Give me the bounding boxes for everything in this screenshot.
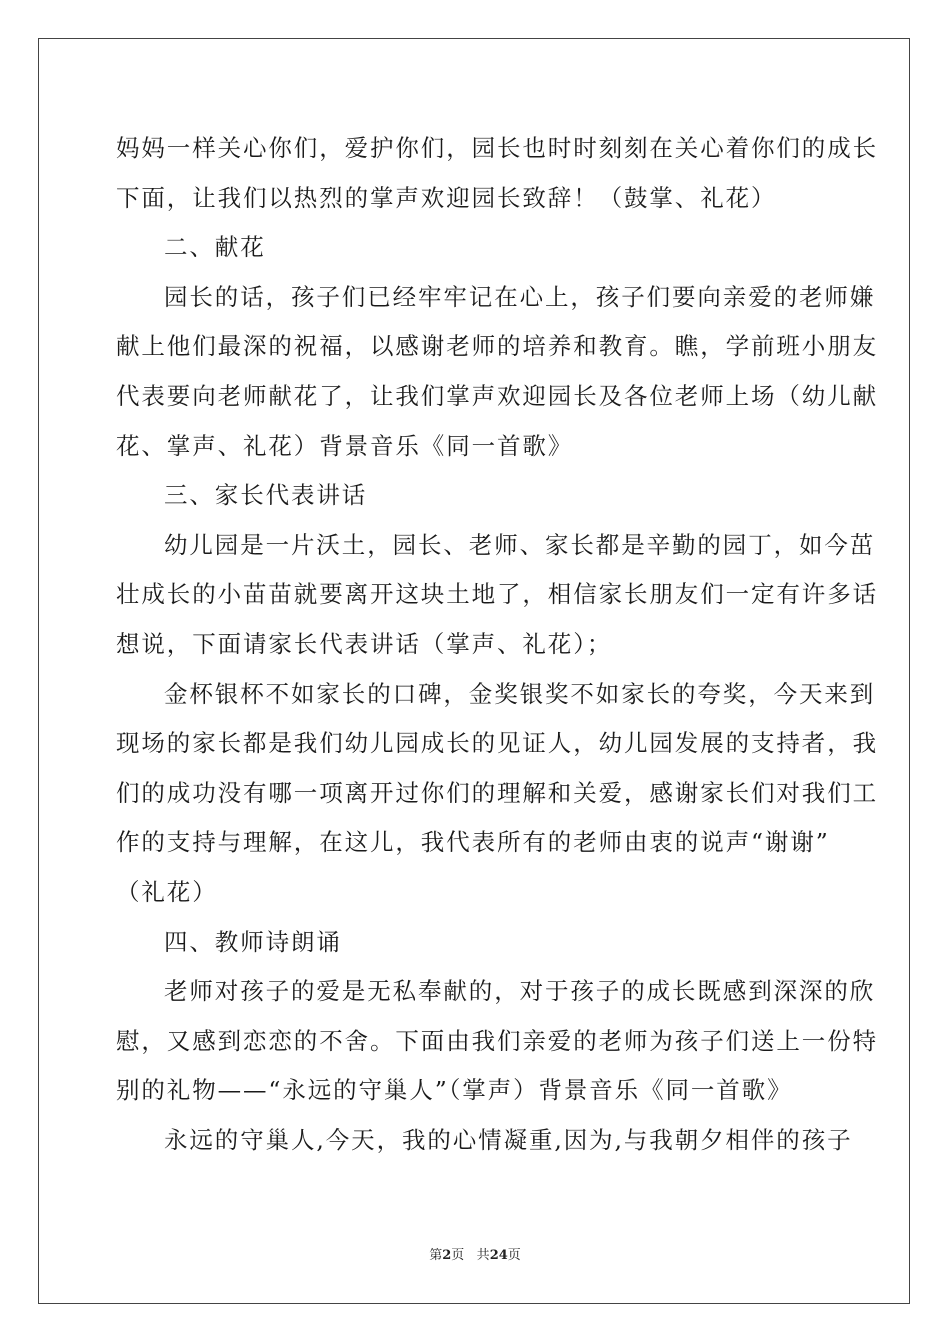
page-footer [0,1244,950,1263]
text-line: 幼儿园是一片沃土，园长、老师、家长都是辛勤的园丁，如今茁 [164,530,876,559]
text-line: 壮成长的小苗苗就要离开这块土地了，相信家长朋友们一定有许多话 [116,580,878,609]
text-line: 二、献花 [164,233,266,262]
footer-page-number: 2 [442,1248,452,1263]
footer-total-suffix: 页 [507,1248,521,1263]
footer-page-prefix: 第 [429,1248,443,1263]
text-line: （礼花） [116,877,218,906]
text-line: 想说，下面请家长代表讲话（掌声、礼花）； [116,629,613,658]
text-line: 老师对孩子的爱是无私奉献的，对于孩子的成长既感到深深的欣 [164,977,876,1006]
text-line: 金杯银杯不如家长的口碑，金奖银奖不如家长的夸奖，今天来到 [164,679,876,708]
text-line: 永远的守巢人,今天，我的心情凝重,因为,与我朝夕相伴的孩子 [164,1125,853,1154]
footer-page-suffix: 页 [451,1248,465,1263]
document-body [116,124,878,1165]
footer-total-prefix: 共 [476,1248,490,1263]
text-line: 妈妈一样关心你们，爱护你们，园长也时时刻刻在关心着你们的成长 [116,134,878,162]
text-line: 献上他们最深的祝福，以感谢老师的培养和教育。瞧，学前班小朋友 [116,332,878,361]
text-line: 现场的家长都是我们幼儿园成长的见证人，幼儿园发展的支持者，我 [116,729,878,758]
text-line: 别的礼物——“永远的守巢人”（掌声）背景音乐《同一首歌》 [116,1076,793,1105]
text-line: 们的成功没有哪一项离开过你们的理解和关爱，感谢家长们对我们工 [116,778,878,807]
text-line: 代表要向老师献花了，让我们掌声欢迎园长及各位老师上场（幼儿献 [116,381,878,410]
text-line: 作的支持与理解，在这儿，我代表所有的老师由衷的说声“谢谢” [116,828,830,857]
text-line: 三、家长代表讲话 [164,481,368,510]
footer-total-pages: 24 [489,1248,508,1263]
text-line: 四、教师诗朗诵 [164,927,342,956]
text-line: 慰，又感到恋恋的不舍。下面由我们亲爱的老师为孩子们送上一份特 [116,1026,878,1055]
text-line: 下面，让我们以热烈的掌声欢迎园长致辞！（鼓掌、礼花） [116,183,777,212]
text-line: 花、掌声、礼花）背景音乐《同一首歌》 [116,431,574,460]
text-line: 园长的话，孩子们已经牢牢记在心上，孩子们要向亲爱的老师嫌 [164,282,876,311]
